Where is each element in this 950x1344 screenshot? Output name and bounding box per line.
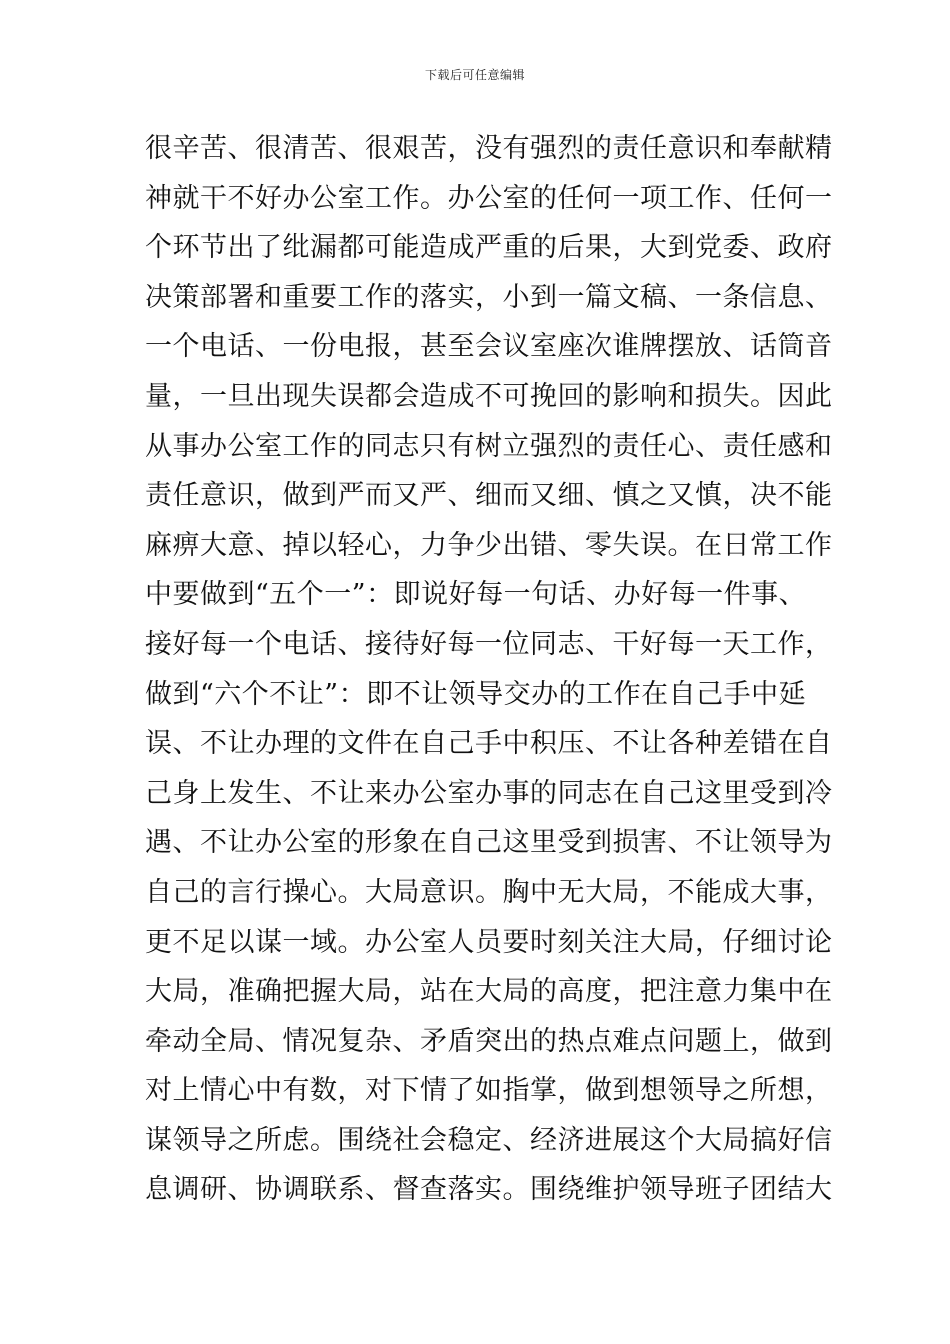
text-line: 遇、不让办公室的形象在自己这里受到损害、不让领导为 (145, 827, 833, 859)
text-line: 大局，准确把握大局，站在大局的高度，把注意力集中在 (145, 976, 833, 1008)
text-line: 更不足以谋一域。办公室人员要时刻关注大局，仔细讨论 (145, 926, 833, 958)
page-header-note: 下载后可任意编辑 (424, 68, 525, 82)
text-line: 做到“六个不让”：即不让领导交办的工作在自己手中延 (145, 678, 807, 710)
text-line: 误、不让办理的文件在自己手中积压、不让各种差错在自 (145, 728, 833, 760)
text-line: 中要做到“五个一”：即说好每一句话、办好每一件事、 (145, 579, 807, 611)
text-line: 牵动全局、情况复杂、矛盾突出的热点难点问题上，做到 (145, 1025, 833, 1057)
text-line: 自己的言行操心。大局意识。胸中无大局，不能成大事， (145, 876, 833, 908)
text-line: 麻痹大意、掉以轻心，力争少出错、零失误。在日常工作 (145, 529, 833, 561)
text-line: 神就干不好办公室工作。办公室的任何一项工作、任何一 (145, 182, 833, 214)
text-line: 责任意识，做到严而又严、细而又细、慎之又慎，决不能 (145, 480, 833, 512)
text-line: 对上情心中有数，对下情了如指掌，做到想领导之所想， (145, 1075, 833, 1107)
document-body (145, 124, 833, 1215)
text-line: 决策部署和重要工作的落实，小到一篇文稿、一条信息、 (145, 281, 833, 313)
text-line: 息调研、协调联系、督查落实。围绕维护领导班子团结大 (145, 1174, 833, 1206)
text-line: 量，一旦出现失误都会造成不可挽回的影响和损失。因此 (145, 380, 833, 412)
text-line: 从事办公室工作的同志只有树立强烈的责任心、责任感和 (145, 430, 833, 462)
text-line: 一个电话、一份电报，甚至会议室座次谁牌摆放、话筒音 (145, 331, 833, 363)
text-line: 接好每一个电话、接待好每一位同志、干好每一天工作， (145, 628, 833, 660)
text-line: 个环节出了纰漏都可能造成严重的后果，大到党委、政府 (145, 232, 833, 264)
text-line: 己身上发生、不让来办公室办事的同志在自己这里受到冷 (145, 777, 833, 809)
text-line: 谋领导之所虑。围绕社会稳定、经济进展这个大局搞好信 (145, 1124, 833, 1156)
text-line: 很辛苦、很清苦、很艰苦，没有强烈的责任意识和奉献精 (145, 133, 833, 164)
